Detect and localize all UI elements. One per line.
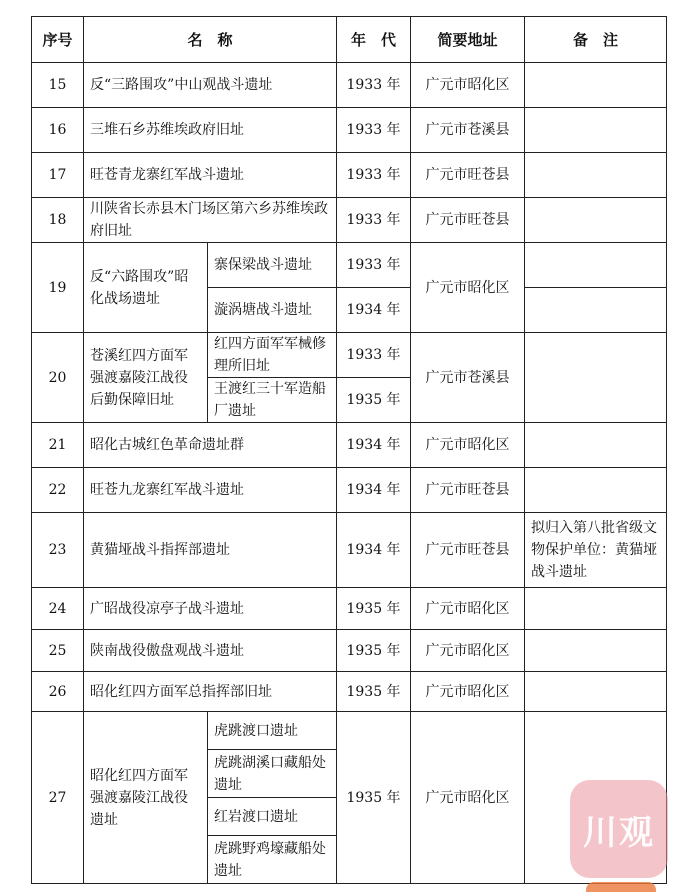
site-address: 广元市旺苍县 bbox=[411, 513, 525, 588]
site-name: 三堆石乡苏维埃政府旧址 bbox=[84, 108, 337, 153]
site-name: 陕南战役傲盘观战斗遗址 bbox=[84, 630, 337, 672]
site-note bbox=[525, 630, 667, 672]
row-number: 20 bbox=[32, 333, 84, 423]
table-row bbox=[32, 712, 667, 750]
row-number: 24 bbox=[32, 588, 84, 630]
site-name: 广昭战役凉亭子战斗遗址 bbox=[84, 588, 337, 630]
header-address: 简要地址 bbox=[411, 17, 525, 63]
table-row bbox=[32, 672, 667, 712]
sub-site-name: 漩涡塘战斗遗址 bbox=[208, 288, 337, 333]
site-note bbox=[525, 588, 667, 630]
site-note: 拟归入第八批省级文物保护单位：黄猫垭战斗遗址 bbox=[525, 513, 667, 588]
site-note bbox=[525, 153, 667, 198]
site-year: 1933 年 bbox=[337, 333, 411, 378]
site-note bbox=[525, 672, 667, 712]
table-row bbox=[32, 198, 667, 243]
site-address: 广元市昭化区 bbox=[411, 63, 525, 108]
header-year: 年 代 bbox=[337, 17, 411, 63]
table-row bbox=[32, 588, 667, 630]
site-year: 1934 年 bbox=[337, 423, 411, 468]
row-number: 23 bbox=[32, 513, 84, 588]
header-name: 名 称 bbox=[84, 17, 337, 63]
row-number: 25 bbox=[32, 630, 84, 672]
site-name: 旺苍九龙寨红军战斗遗址 bbox=[84, 468, 337, 513]
site-year: 1933 年 bbox=[337, 153, 411, 198]
site-year: 1933 年 bbox=[337, 243, 411, 288]
site-note bbox=[525, 63, 667, 108]
site-address: 广元市昭化区 bbox=[411, 243, 525, 333]
site-address: 广元市昭化区 bbox=[411, 630, 525, 672]
site-note bbox=[525, 198, 667, 243]
header-row bbox=[32, 17, 667, 63]
sub-site-name: 红岩渡口遗址 bbox=[208, 798, 337, 836]
site-note bbox=[525, 243, 667, 288]
site-year: 1933 年 bbox=[337, 108, 411, 153]
site-year: 1934 年 bbox=[337, 288, 411, 333]
site-note bbox=[525, 108, 667, 153]
sub-site-name: 虎跳野鸡壕藏船处遗址 bbox=[208, 836, 337, 884]
table-row bbox=[32, 423, 667, 468]
table-row bbox=[32, 153, 667, 198]
site-year: 1935 年 bbox=[337, 378, 411, 423]
table-row bbox=[32, 513, 667, 588]
site-year: 1935 年 bbox=[337, 630, 411, 672]
sub-site-name: 寨保梁战斗遗址 bbox=[208, 243, 337, 288]
site-note bbox=[525, 468, 667, 513]
site-group-name: 苍溪红四方面军强渡嘉陵江战役后勤保障旧址 bbox=[84, 333, 208, 423]
site-name: 昭化古城红色革命遗址群 bbox=[84, 423, 337, 468]
row-number: 27 bbox=[32, 712, 84, 884]
row-number: 15 bbox=[32, 63, 84, 108]
site-year: 1933 年 bbox=[337, 198, 411, 243]
watermark-badge-corner bbox=[586, 882, 656, 892]
sub-site-name: 王渡红三十军造船厂遗址 bbox=[208, 378, 337, 423]
site-note bbox=[525, 423, 667, 468]
site-address: 广元市苍溪县 bbox=[411, 108, 525, 153]
table-row bbox=[32, 63, 667, 108]
row-number: 26 bbox=[32, 672, 84, 712]
header-no: 序号 bbox=[32, 17, 84, 63]
site-group-name: 反“六路围攻”昭化战场遗址 bbox=[84, 243, 208, 333]
site-note bbox=[525, 288, 667, 333]
site-year: 1933 年 bbox=[337, 63, 411, 108]
table-row bbox=[32, 333, 667, 378]
site-address: 广元市昭化区 bbox=[411, 423, 525, 468]
site-name: 昭化红四方面军总指挥部旧址 bbox=[84, 672, 337, 712]
site-name: 反“三路围攻”中山观战斗遗址 bbox=[84, 63, 337, 108]
site-name: 川陕省长赤县木门场区第六乡苏维埃政府旧址 bbox=[84, 198, 337, 243]
sub-site-name: 红四方面军军械修理所旧址 bbox=[208, 333, 337, 378]
site-address: 广元市旺苍县 bbox=[411, 468, 525, 513]
row-number: 19 bbox=[32, 243, 84, 333]
row-number: 21 bbox=[32, 423, 84, 468]
row-number: 17 bbox=[32, 153, 84, 198]
site-year: 1934 年 bbox=[337, 468, 411, 513]
site-address: 广元市昭化区 bbox=[411, 712, 525, 884]
row-number: 22 bbox=[32, 468, 84, 513]
site-address: 广元市旺苍县 bbox=[411, 198, 525, 243]
table-row bbox=[32, 468, 667, 513]
table-row bbox=[32, 243, 667, 288]
table-row bbox=[32, 630, 667, 672]
site-address: 广元市旺苍县 bbox=[411, 153, 525, 198]
site-note bbox=[525, 333, 667, 423]
site-address: 广元市昭化区 bbox=[411, 672, 525, 712]
sub-site-name: 虎跳渡口遗址 bbox=[208, 712, 337, 750]
site-address: 广元市昭化区 bbox=[411, 588, 525, 630]
site-year: 1934 年 bbox=[337, 513, 411, 588]
site-address: 广元市苍溪县 bbox=[411, 333, 525, 423]
heritage-table bbox=[31, 16, 667, 884]
site-year: 1935 年 bbox=[337, 672, 411, 712]
table-row bbox=[32, 108, 667, 153]
row-number: 16 bbox=[32, 108, 84, 153]
site-name: 旺苍青龙寨红军战斗遗址 bbox=[84, 153, 337, 198]
header-note: 备 注 bbox=[525, 17, 667, 63]
site-year: 1935 年 bbox=[337, 712, 411, 884]
site-group-name: 昭化红四方面军强渡嘉陵江战役遗址 bbox=[84, 712, 208, 884]
site-name: 黄猫垭战斗指挥部遗址 bbox=[84, 513, 337, 588]
sub-site-name: 虎跳湖溪口藏船处遗址 bbox=[208, 750, 337, 798]
chuanguan-watermark-logo bbox=[570, 780, 668, 878]
row-number: 18 bbox=[32, 198, 84, 243]
site-year: 1935 年 bbox=[337, 588, 411, 630]
watermark-text: 川观 bbox=[583, 812, 655, 853]
